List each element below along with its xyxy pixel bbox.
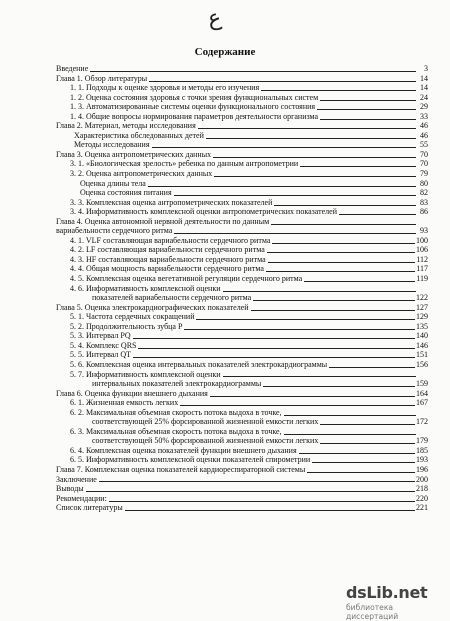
- toc-entry-title: интервальных показателей электрокардиограммы: [92, 379, 262, 389]
- toc-entry: [56, 465, 428, 475]
- toc-entry: [56, 198, 428, 208]
- toc-page-number: 200: [416, 474, 428, 484]
- toc-entry: [56, 245, 428, 255]
- toc-entry-title: 5. 5. Интервал QT: [70, 350, 132, 360]
- toc-entry: [56, 331, 428, 341]
- toc-page-number: 106: [416, 245, 428, 255]
- toc-entry: [56, 226, 428, 236]
- toc-entry: [56, 455, 428, 465]
- toc-page-number: 185: [416, 445, 428, 455]
- toc-entry: [56, 312, 428, 322]
- toc-entry: [56, 417, 428, 427]
- toc-entry: [56, 112, 428, 122]
- toc-entry-title: Рекомендации:: [56, 493, 107, 503]
- toc-page-number: 86: [420, 207, 428, 217]
- toc-page-number: 151: [416, 350, 428, 360]
- handwritten-mark: ع: [206, 5, 223, 32]
- toc-entry: [56, 484, 428, 494]
- toc-entry-title: Заключение: [56, 474, 97, 484]
- toc-entry: [56, 140, 428, 150]
- toc-leader-line: [56, 71, 416, 72]
- toc-page-number: 33: [420, 111, 428, 121]
- toc-entry: [56, 64, 428, 74]
- toc-entry-title: Выводы: [56, 484, 84, 494]
- toc-page-number: 218: [416, 484, 428, 494]
- toc-page-number: 167: [416, 398, 428, 408]
- toc-leader-line: [56, 491, 416, 492]
- toc-page-number: 46: [420, 121, 428, 131]
- toc-entry: [56, 427, 428, 437]
- toc-entry-title: 4. 1. VLF составляющая вариабельности сердечного ритма: [70, 235, 271, 245]
- toc-entry-title: Глава 7. Комплексная оценка показателей кардиореспираторной системы: [56, 464, 306, 474]
- toc-entry-title: 5. 6. Комплексная оценка интервальных показателей электрокардиограммы: [70, 359, 328, 369]
- toc-entry-title: 1. 4. Общие вопросы нормирования параметров деятельности организма: [70, 111, 319, 121]
- toc-entry: [56, 360, 428, 370]
- toc-entry-title: Характеристика обследованных детей: [74, 130, 204, 140]
- toc-entry-title: Глава 4. Оценка автономной нервной деятельности по данным: [56, 216, 270, 226]
- toc-entry: [56, 102, 428, 112]
- toc-page-number: 70: [420, 159, 428, 169]
- toc-page-number: 129: [416, 312, 428, 322]
- toc-entry: [56, 274, 428, 284]
- toc-page-number: 159: [416, 379, 428, 389]
- toc-entry-title: Глава 6. Оценка функции внешнего дыхания: [56, 388, 208, 398]
- toc-page-number: 127: [416, 302, 428, 312]
- toc-entry-title: 5. 2. Продолжительность зубца Р: [70, 321, 183, 331]
- watermark-tagline: библиотека диссертаций: [346, 603, 399, 621]
- toc-entry-title: 6. 2. Максимальная объемная скорость потока выдоха в точке,: [70, 407, 282, 417]
- toc-entry-title: 1. 3. Автоматизированные системы оценки функционального состояния: [70, 102, 316, 112]
- toc-entry: [56, 74, 428, 84]
- toc-page-number: 140: [416, 331, 428, 341]
- toc-entry-title: 5. 1. Частота сердечных сокращений: [70, 312, 195, 322]
- watermark: [346, 583, 446, 621]
- toc-entry-title: Глава 3. Оценка антропометрических данных: [56, 149, 212, 159]
- toc-entry-title: 4. 6. Информативность комплексной оценки: [70, 283, 221, 293]
- toc-leader-line: [56, 501, 416, 502]
- toc-entry: [56, 389, 428, 399]
- toc-entry-title: 4. 2. LF составляющая вариабельности сердечного ритма: [70, 245, 265, 255]
- toc-entry: [56, 341, 428, 351]
- toc-page-number: 220: [416, 493, 428, 503]
- toc-page-number: 55: [420, 140, 428, 150]
- toc-entry: [56, 236, 428, 246]
- toc-entry-title: 3. 3. Комплексная оценка антропометрических показателей: [70, 197, 273, 207]
- toc-entry: [56, 264, 428, 274]
- toc-entry: [56, 150, 428, 160]
- toc-entry-title: 3. 4. Информативность комплексной оценки антропометрических показателей: [70, 207, 338, 217]
- toc-page-number: 80: [420, 178, 428, 188]
- toc-entry: [56, 503, 428, 513]
- toc-entry: [56, 370, 428, 380]
- toc-page-number: 221: [416, 503, 428, 513]
- toc-page-number: 179: [416, 436, 428, 446]
- page-title: Содержание: [194, 46, 256, 58]
- toc-page-number: 122: [416, 293, 428, 303]
- toc-page-number: 100: [416, 235, 428, 245]
- toc-entry-title: 6. 1. Жизненная емкость легких: [70, 398, 179, 408]
- toc-page-number: 156: [416, 359, 428, 369]
- toc-page-number: 46: [420, 130, 428, 140]
- toc-entry-title: 6. 4. Комплексная оценка показателей функции внешнего дыхания: [70, 445, 297, 455]
- toc-page-number: 14: [420, 73, 428, 83]
- toc-entry: [56, 398, 428, 408]
- toc-entry: [56, 188, 428, 198]
- toc-page-number: 24: [420, 92, 428, 102]
- toc-page-number: 146: [416, 340, 428, 350]
- toc-entry: [56, 284, 428, 294]
- toc-leader-line: [56, 481, 416, 482]
- toc-entry: [56, 293, 428, 303]
- toc-entry: [56, 494, 428, 504]
- toc-page-number: 93: [420, 226, 428, 236]
- toc-page-number: 112: [416, 254, 428, 264]
- toc-entry: [56, 379, 428, 389]
- toc-entry-title: Глава 1. Обзор литературы: [56, 73, 148, 83]
- toc-entry-title: 5. 7. Информативность комплексной оценки: [70, 369, 221, 379]
- toc-entry-title: 6. 3. Максимальная объемная скорость потока выдоха в точке,: [70, 426, 282, 436]
- toc-entry-title: 5. 3. Интервал PQ: [70, 331, 131, 341]
- toc-page-number: 83: [420, 197, 428, 207]
- toc-page-number: 119: [416, 274, 428, 284]
- toc-entry-title: Глава 2. Материал, методы исследования: [56, 121, 196, 131]
- toc-entry-title: соответствующей 25% форсированной жизненной емкости легких: [92, 417, 319, 427]
- toc-entry-title: соответствующей 50% форсированной жизненной емкости легких: [92, 436, 319, 446]
- toc-page-number: 172: [416, 417, 428, 427]
- toc-entry: [56, 436, 428, 446]
- toc-entry-title: Оценка длины тела: [80, 178, 146, 188]
- toc-entry: [56, 179, 428, 189]
- toc-entry-title: 3. 2. Оценка антропометрических данных: [70, 169, 213, 179]
- toc-entry-title: 1. 1. Подходы к оценке здоровья и методы его изучения: [70, 83, 260, 93]
- toc-entry-title: Оценка состояния питания: [80, 188, 172, 198]
- toc-page-number: 196: [416, 464, 428, 474]
- toc-entry: [56, 207, 428, 217]
- toc-page-number: 135: [416, 321, 428, 331]
- toc-entry-title: показателей вариабельности сердечного ритма: [92, 293, 252, 303]
- toc-entry-title: 5. 4. Комплекс QRS: [70, 340, 137, 350]
- toc-page-number: 79: [420, 169, 428, 179]
- toc-entry-title: Список литературы: [56, 503, 123, 513]
- toc-entry: [56, 475, 428, 485]
- toc-entry-title: 6. 5. Информативность комплексной оценки показателей спирометрии: [70, 455, 311, 465]
- toc-entry-title: вариабельности сердечного ритма: [56, 226, 173, 236]
- toc-page-number: 70: [420, 149, 428, 159]
- toc-entry-title: 4. 5. Комплексная оценка вегетативной регуляции сердечного ритма: [70, 274, 303, 284]
- toc-entry: [56, 408, 428, 418]
- toc-entry-title: 4. 4. Общая мощность вариабельности сердечного ритма: [70, 264, 264, 274]
- toc-entry-title: Введение: [56, 64, 89, 73]
- toc-page-number: 117: [416, 264, 428, 274]
- toc-entry-title: 3. 1. «Биологическая зрелость» ребенка по данным антропометрии: [70, 159, 299, 169]
- toc-entry: [56, 446, 428, 456]
- toc-entry: [56, 303, 428, 313]
- toc-page-number: 193: [416, 455, 428, 465]
- toc-page-number: 29: [420, 102, 428, 112]
- toc-entry: [56, 217, 428, 227]
- toc-page-number: 3: [424, 64, 428, 73]
- toc-entry: [56, 121, 428, 131]
- toc-page-number: 82: [420, 188, 428, 198]
- table-of-contents: [56, 64, 428, 513]
- toc-entry-title: 1. 2. Оценка состояния здоровья с точки зрения функциональных систем: [70, 92, 319, 102]
- toc-entry: [56, 83, 428, 93]
- toc-entry: [56, 93, 428, 103]
- toc-entry-title: 4. 3. HF составляющая вариабельности сердечного ритма: [70, 254, 266, 264]
- toc-entry: [56, 322, 428, 332]
- toc-entry: [56, 131, 428, 141]
- toc-entry-title: Глава 5. Оценка электрокардиографических показателей: [56, 302, 249, 312]
- toc-page-number: 14: [420, 83, 428, 93]
- toc-entry-title: Методы исследования: [74, 140, 150, 150]
- toc-entry: [56, 169, 428, 179]
- toc-entry: [56, 350, 428, 360]
- toc-entry: [56, 159, 428, 169]
- watermark-logo: dsLib.net: [346, 583, 428, 602]
- toc-entry: [56, 255, 428, 265]
- toc-page-number: 164: [416, 388, 428, 398]
